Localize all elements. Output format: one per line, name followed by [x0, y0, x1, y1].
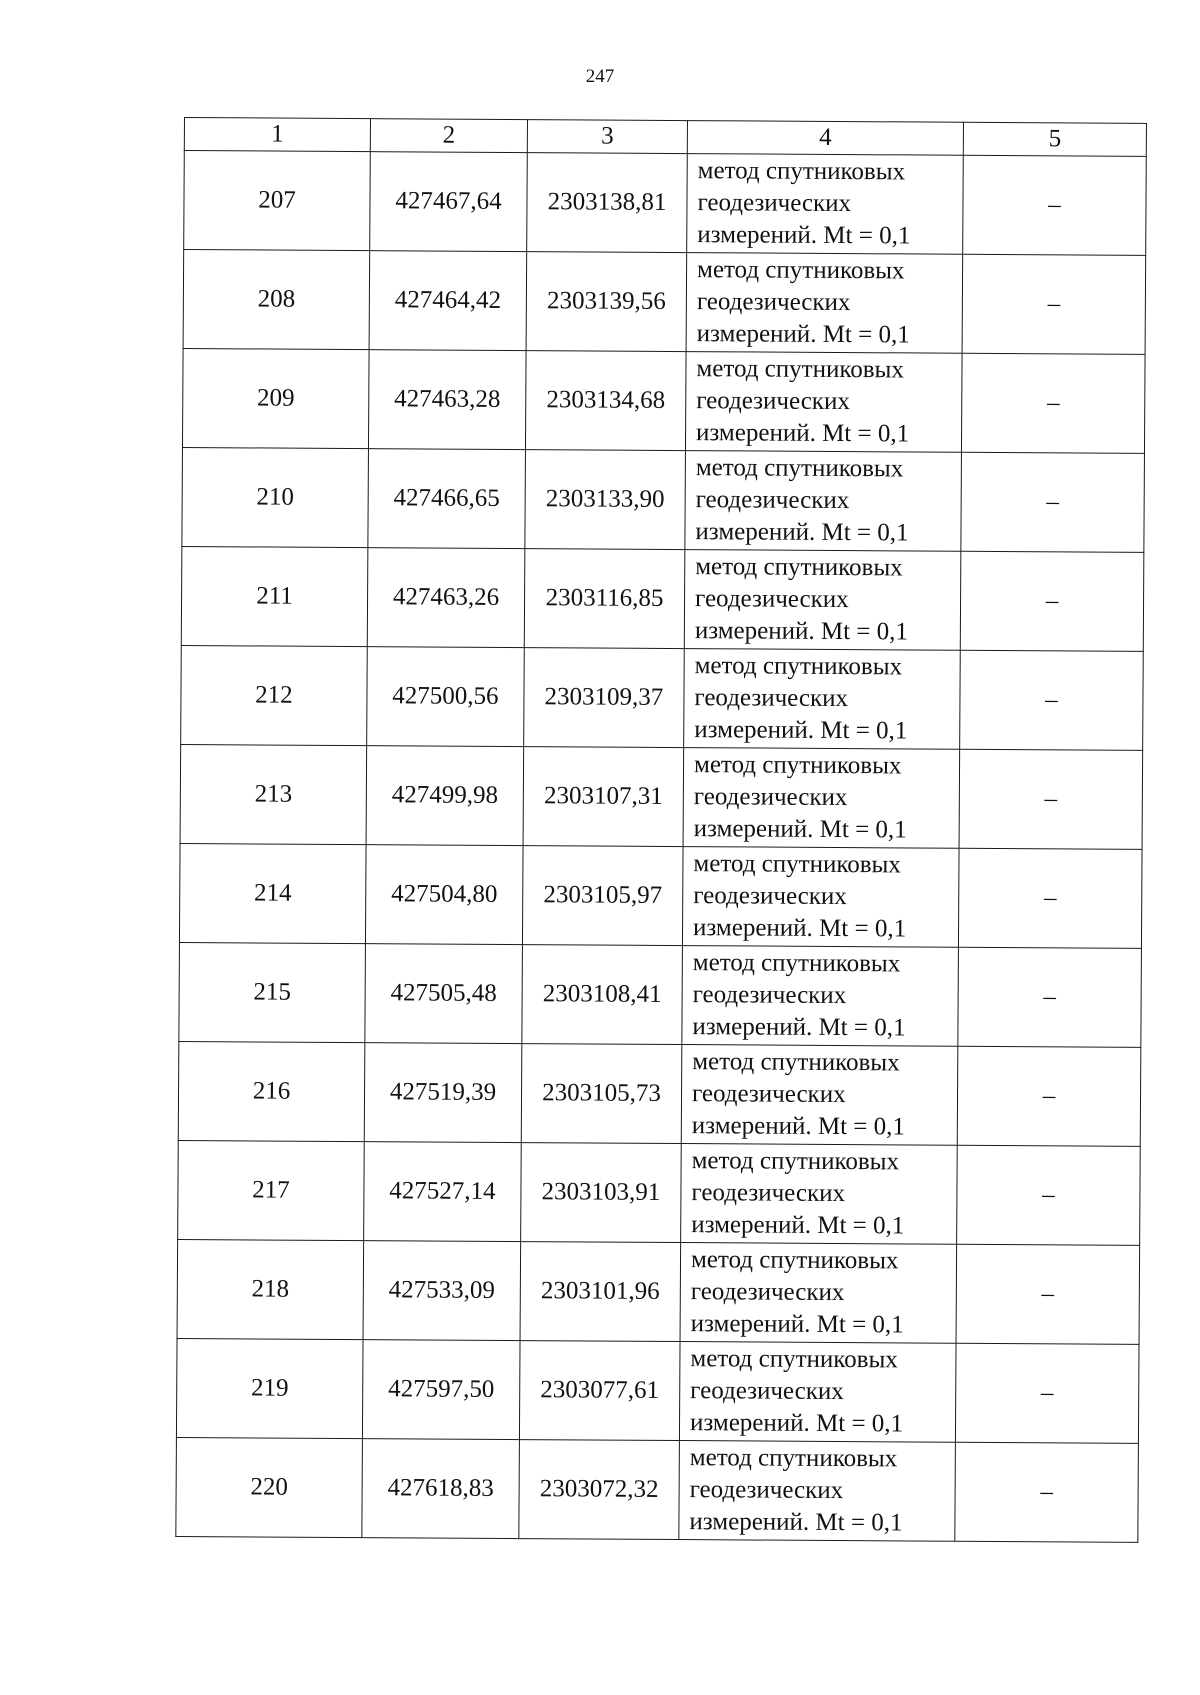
method-line: метод спутниковых: [696, 355, 904, 384]
method-cell: [679, 1441, 956, 1542]
method-line: геодезических: [689, 1476, 844, 1505]
note-cell: –: [960, 551, 1144, 651]
y-coordinate-cell: 2303105,97: [522, 846, 683, 946]
method-line: геодезических: [697, 189, 852, 218]
method-line: геодезических: [691, 1080, 846, 1109]
x-coordinate-cell: 427463,26: [367, 548, 525, 648]
method-line: метод спутниковых: [689, 1444, 898, 1473]
method-line: измерений. Mt = 0,1: [689, 1409, 904, 1438]
header-col-4: 4: [687, 121, 963, 156]
method-line: геодезических: [692, 981, 847, 1010]
note-cell: –: [958, 848, 1142, 948]
table-row: [184, 151, 1147, 256]
method-line: метод спутниковых: [693, 850, 901, 879]
method-line: метод спутниковых: [690, 1345, 898, 1374]
x-coordinate-cell: 427505,48: [365, 944, 523, 1044]
table-row: [176, 1437, 1139, 1542]
method-line: геодезических: [696, 387, 850, 416]
page-number: 247: [585, 66, 615, 87]
method-line: измерений. Mt = 0,1: [697, 221, 911, 250]
x-coordinate-cell: 427500,56: [367, 647, 525, 747]
y-coordinate-cell: 2303108,41: [522, 945, 683, 1045]
method-line: метод спутниковых: [694, 652, 903, 681]
method-line: измерений. Mt = 0,1: [689, 1508, 903, 1537]
table-row: [180, 744, 1143, 849]
method-line: метод спутниковых: [692, 1048, 900, 1077]
method-line: метод спутниковых: [690, 1246, 899, 1275]
table-row: [178, 1140, 1141, 1245]
method-line: геодезических: [694, 684, 849, 713]
point-number-cell: 218: [177, 1239, 364, 1339]
method-line: геодезических: [693, 783, 848, 812]
y-coordinate-cell: 2303103,91: [521, 1143, 682, 1243]
method-cell: [686, 253, 963, 354]
y-coordinate-cell: 2303134,68: [525, 351, 686, 451]
method-cell: [685, 451, 962, 552]
note-cell: –: [955, 1343, 1139, 1443]
method-cell: [685, 352, 962, 453]
table-row: [181, 546, 1144, 651]
table-row: [182, 447, 1145, 552]
note-cell: –: [956, 1244, 1140, 1344]
table-row: [183, 250, 1146, 355]
y-coordinate-cell: 2303107,31: [523, 747, 684, 847]
method-line: метод спутниковых: [696, 256, 905, 285]
note-cell: –: [961, 452, 1145, 552]
x-coordinate-cell: 427499,98: [366, 746, 524, 846]
y-coordinate-cell: 2303077,61: [519, 1341, 680, 1441]
point-number-cell: 210: [182, 447, 369, 547]
y-coordinate-cell: 2303101,96: [520, 1242, 681, 1342]
method-line: измерений. Mt = 0,1: [690, 1310, 904, 1339]
method-line: измерений. Mt = 0,1: [696, 320, 910, 349]
method-line: метод спутниковых: [691, 1147, 900, 1176]
header-col-1: 1: [184, 118, 370, 152]
point-number-cell: 219: [176, 1338, 363, 1438]
point-number-cell: 209: [182, 348, 369, 448]
table-row: [181, 645, 1144, 750]
note-cell: –: [955, 1442, 1139, 1542]
note-cell: –: [957, 1145, 1141, 1245]
note-cell: –: [960, 650, 1144, 750]
x-coordinate-cell: 427463,28: [368, 350, 526, 450]
y-coordinate-cell: 2303109,37: [524, 648, 685, 748]
method-line: геодезических: [694, 585, 849, 614]
method-line: метод спутниковых: [695, 553, 903, 582]
method-line: метод спутниковых: [692, 949, 901, 978]
note-cell: –: [959, 749, 1143, 849]
method-line: измерений. Mt = 0,1: [693, 815, 907, 844]
method-line: геодезических: [696, 288, 851, 317]
x-coordinate-cell: 427597,50: [362, 1340, 520, 1440]
table-row: [176, 1338, 1139, 1443]
x-coordinate-cell: 427618,83: [362, 1439, 520, 1539]
coordinates-table: [175, 117, 1147, 1543]
method-cell: [687, 154, 964, 255]
header-col-3: 3: [527, 120, 687, 154]
method-line: геодезических: [695, 486, 850, 515]
method-cell: [681, 1045, 958, 1146]
method-line: измерений. Mt = 0,1: [691, 1112, 906, 1141]
method-cell: [682, 847, 959, 948]
y-coordinate-cell: 2303072,32: [519, 1440, 680, 1540]
method-cell: [684, 649, 961, 750]
point-number-cell: 212: [181, 645, 368, 745]
y-coordinate-cell: 2303138,81: [527, 153, 688, 253]
method-line: геодезических: [690, 1278, 845, 1307]
method-line: геодезических: [690, 1377, 844, 1406]
method-cell: [684, 550, 961, 651]
method-cell: [680, 1243, 957, 1344]
method-line: метод спутниковых: [697, 157, 906, 186]
table-row: [182, 348, 1145, 453]
method-line: измерений. Mt = 0,1: [691, 1211, 905, 1240]
table-row: [179, 843, 1142, 948]
method-line: измерений. Mt = 0,1: [695, 419, 910, 448]
method-cell: [681, 1144, 958, 1245]
method-line: метод спутниковых: [693, 751, 902, 780]
header-col-2: 2: [370, 119, 527, 153]
note-cell: –: [962, 254, 1146, 354]
method-cell: [679, 1342, 956, 1443]
x-coordinate-cell: 427527,14: [364, 1142, 522, 1242]
y-coordinate-cell: 2303116,85: [524, 549, 685, 649]
point-number-cell: 208: [183, 250, 370, 350]
point-number-cell: 214: [179, 843, 366, 943]
table-body: [176, 151, 1146, 1543]
x-coordinate-cell: 427467,64: [370, 152, 528, 252]
point-number-cell: 220: [176, 1437, 363, 1537]
note-cell: –: [957, 1046, 1141, 1146]
point-number-cell: 215: [179, 942, 366, 1042]
point-number-cell: 216: [178, 1041, 365, 1141]
point-number-cell: 217: [178, 1140, 365, 1240]
table-row: [178, 1041, 1141, 1146]
point-number-cell: 213: [180, 744, 367, 844]
table-row: [179, 942, 1142, 1047]
y-coordinate-cell: 2303139,56: [526, 252, 687, 352]
method-line: метод спутниковых: [695, 454, 904, 483]
x-coordinate-cell: 427464,42: [369, 251, 527, 351]
method-line: измерений. Mt = 0,1: [694, 716, 908, 745]
x-coordinate-cell: 427504,80: [365, 845, 523, 945]
method-line: измерений. Mt = 0,1: [694, 617, 909, 646]
method-cell: [683, 748, 960, 849]
x-coordinate-cell: 427533,09: [363, 1241, 521, 1341]
table-row: [177, 1239, 1140, 1344]
y-coordinate-cell: 2303133,90: [525, 450, 686, 550]
note-cell: –: [958, 947, 1142, 1047]
x-coordinate-cell: 427519,39: [364, 1043, 522, 1143]
y-coordinate-cell: 2303105,73: [521, 1044, 682, 1144]
point-number-cell: 211: [181, 546, 368, 646]
header-col-5: 5: [963, 122, 1146, 156]
method-line: измерений. Mt = 0,1: [692, 1013, 906, 1042]
method-line: измерений. Mt = 0,1: [695, 518, 909, 547]
method-line: геодезических: [691, 1179, 846, 1208]
method-cell: [682, 946, 959, 1047]
method-line: измерений. Mt = 0,1: [692, 914, 907, 943]
note-cell: –: [963, 155, 1147, 255]
note-cell: –: [961, 353, 1145, 453]
point-number-cell: 207: [184, 151, 371, 251]
method-line: геодезических: [693, 882, 847, 911]
x-coordinate-cell: 427466,65: [368, 449, 526, 549]
